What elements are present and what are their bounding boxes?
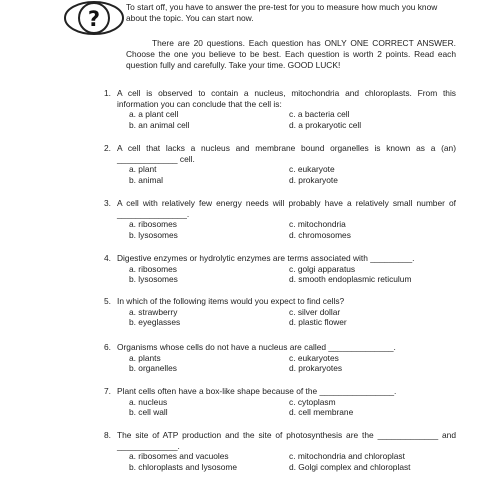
option-b: b. chloroplasts and lysosome [129,461,237,472]
option-d: d. plastic flower [289,317,347,327]
question-number: 3. [104,198,111,208]
question-text: A cell that lacks a nucleus and membrane bound organelles is known as a (an) _____________ cell. [117,143,456,164]
question-text: A cell is observed to contain a nucleus, mitochondria and chloroplasts. From this information you can conclude that the cell is: [117,88,456,109]
question-7 [104,386,456,418]
question-text: A cell with relatively few energy needs will probably have a relatively small number of _______________. [117,198,456,219]
option-b: b. an animal cell [129,119,190,130]
instructions-text: There are 20 questions. Each question has ONLY ONE CORRECT ANSWER. Choose the one you believe to be best. Each question is worth 2 points. Read each question fully and carefully. Take your time. GOOD LUCK! [126,38,456,70]
question-text: Plant cells often have a box-like shape because of the ________________. [117,386,397,396]
option-b: b. lysosomes [129,274,178,284]
option-d: d. Golgi complex and chloroplast [289,461,411,472]
question-number: 2. [104,143,111,153]
option-b: b. eyeglasses [129,317,181,327]
question-text: Organisms whose cells do not have a nucleus are called ______________. [117,342,396,352]
option-d: d. prokaryotes [289,363,343,373]
option-d: d. smooth endoplasmic reticulum [289,274,412,284]
question-number: 4. [104,253,111,263]
option-a: a. ribosomes [129,263,177,274]
option-d: d. cell membrane [289,407,354,417]
question-number: 1. [104,88,111,98]
question-8 [104,430,456,472]
question-1 [104,88,456,130]
question-text: Digestive enzymes or hydrolytic enzymes are terms associated with _________. [117,253,415,263]
question-mark-icon [62,0,126,48]
question-3 [104,198,456,240]
option-c: c. silver dollar [289,306,341,317]
option-a: a. ribosomes [129,219,177,229]
option-d: d. a prokaryotic cell [289,119,362,130]
question-4 [104,253,456,285]
option-d: d. chromosomes [289,229,351,240]
question-2 [104,143,456,185]
option-c: c. eukaryote [289,164,335,174]
option-c: c. mitochondria [289,219,346,229]
option-c: c. golgi apparatus [289,263,356,274]
option-c: c. cytoplasm [289,396,336,407]
option-b: b. animal [129,174,163,185]
option-c: c. a bacteria cell [289,109,350,119]
option-d: d. prokaryote [289,174,338,185]
option-a: a. a plant cell [129,109,179,119]
question-number: 7. [104,386,111,396]
intro-text: To start off, you have to answer the pre-test for you to measure how much you know about the topic. You can start now. [126,2,438,23]
option-a: a. plants [129,352,161,363]
svg-text:?: ? [87,7,101,31]
option-b: b. cell wall [129,407,168,417]
option-b: b. organelles [129,363,177,373]
option-c: c. mitochondria and chloroplast [289,451,405,461]
question-number: 5. [104,296,111,306]
option-a: a. strawberry [129,306,178,317]
question-number: 8. [104,430,111,440]
question-5 [104,296,456,328]
question-6 [104,342,456,374]
question-text: In which of the following items would you expect to find cells? [117,296,345,306]
option-b: b. lysosomes [129,229,178,240]
option-a: a. nucleus [129,396,168,407]
option-a: a. ribosomes and vacuoles [129,451,229,461]
question-number: 6. [104,342,111,352]
question-text: The site of ATP production and the site of photosynthesis are the _____________ and _____________. [117,430,456,451]
option-c: c. eukaryotes [289,352,339,363]
option-a: a. plant [129,164,157,174]
